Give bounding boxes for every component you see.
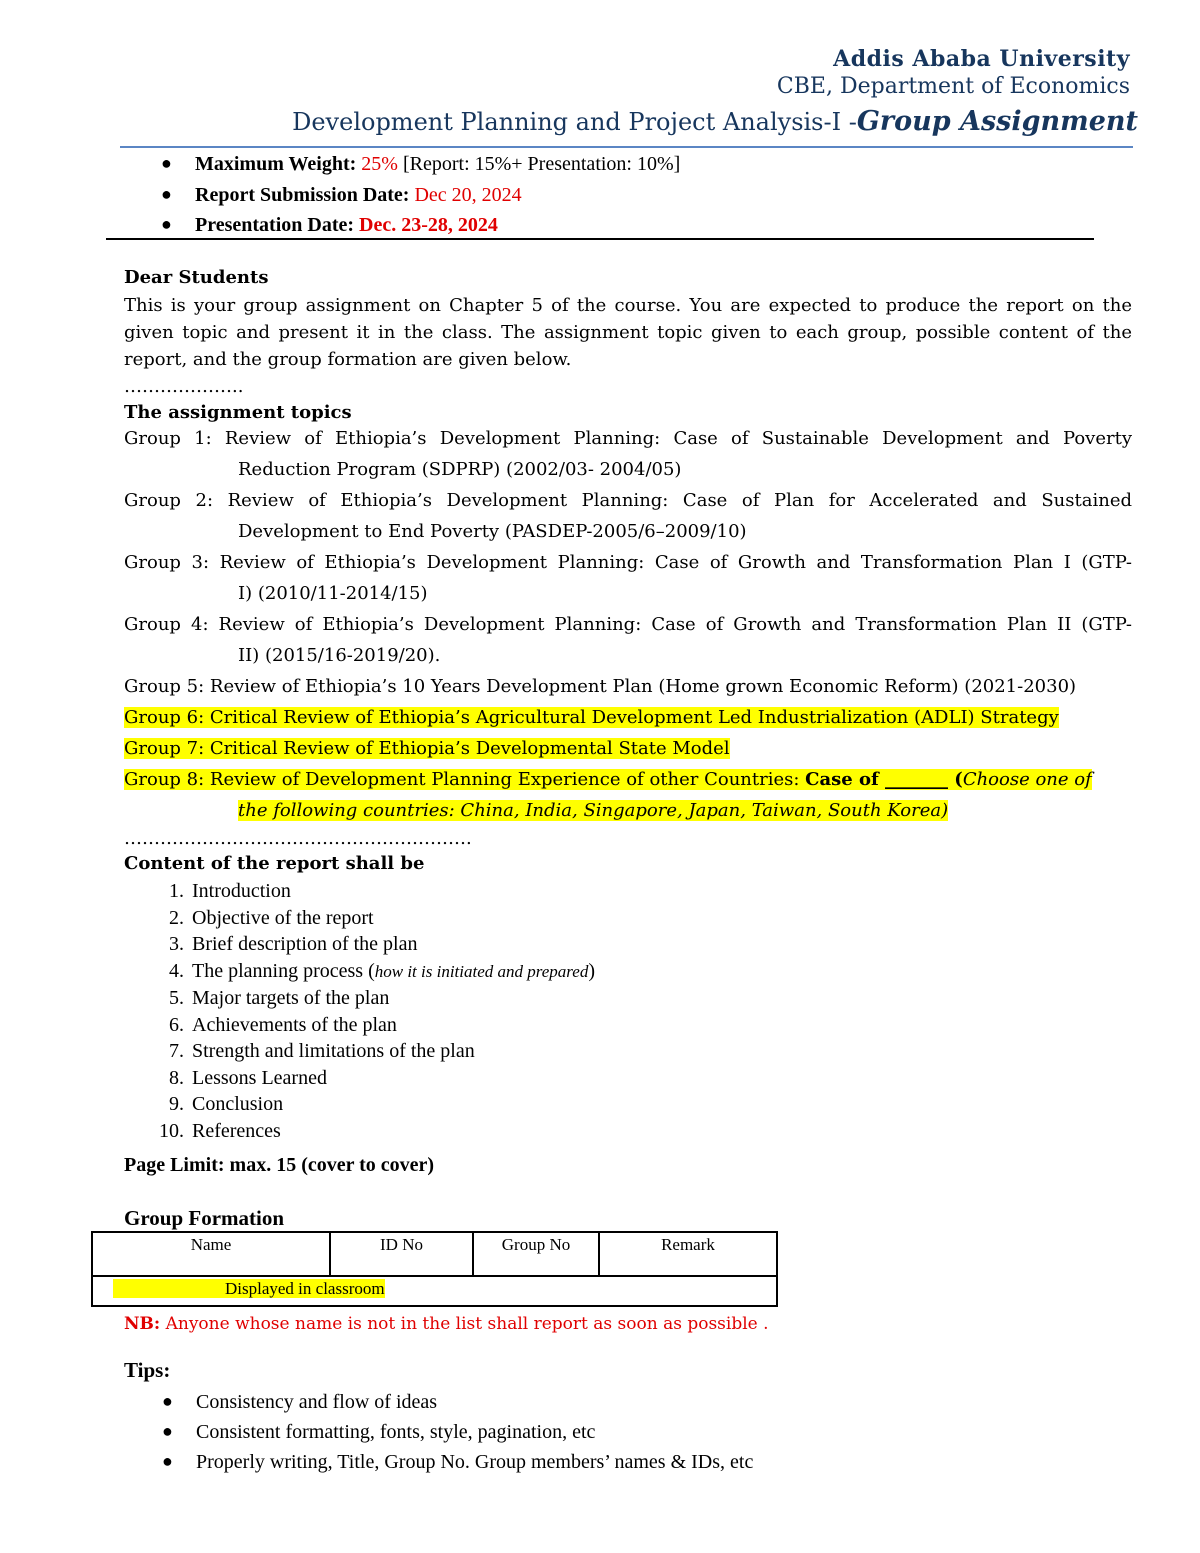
list-item: 10. References: [159, 1119, 281, 1142]
list-item: 3. Brief description of the plan: [169, 933, 418, 955]
list-item: ● Properly writing, Title, Group No. Group members’ names & IDs, etc: [162, 1451, 754, 1473]
dots-separator-2: ………………………………………………….: [124, 828, 472, 849]
list-item: 8. Lessons Learned: [169, 1066, 327, 1089]
course-title: [292, 106, 1138, 137]
intro-paragraph: This is your group assignment on Chapter 5 of the course. You are expected to produce the report on the given topic and present it in the class. The assignment topic given to each group, possible content of the report, and the group formation are given below.: [124, 295, 1132, 370]
col-group: Group No: [473, 1232, 599, 1276]
list-item: 1. Introduction: [169, 880, 291, 902]
formation-note: Displayed in classroom: [113, 1279, 385, 1298]
list-item: 2. Objective of the report: [169, 906, 374, 929]
dots-separator: ………………..: [124, 376, 244, 397]
topic-g5: Group 5: Review of Ethiopia’s 10 Years Development Plan (Home grown Economic Reform) (2021-2030): [124, 676, 1077, 697]
list-item: ● Consistent formatting, fonts, style, pagination, etc: [162, 1421, 596, 1443]
topics-heading: The assignment topics: [124, 402, 352, 423]
greeting: Dear Students: [124, 267, 269, 288]
header-rule: [120, 146, 1133, 148]
presentation-line: ● Presentation Date: Dec. 23-28, 2024: [161, 214, 498, 236]
list-item: 7. Strength and limitations of the plan: [169, 1040, 475, 1062]
topic-g7: Group 7: Critical Review of Ethiopia’s Developmental State Model: [124, 738, 730, 759]
content-list: [150, 878, 595, 1144]
tips-heading: Tips:: [124, 1358, 171, 1382]
content-heading: Content of the report shall be: [124, 853, 425, 874]
topic-g2: Group 2: Review of Ethiopia’s Development Planning: Case of Plan for Accelerated and Sustained: [124, 490, 1132, 511]
topics-list: Group 1: Review of Ethiopia’s Development Planning: Case of Sustainable Development and Poverty Reduction Program (SDPRP) (2002/03- 2004/05) Group 2: Review of Ethiopia’s Development Planning: Case of Plan for Accelerated and Sustained Development to End Poverty (PASDEP-2005/6–2009/10) Group 3: Review of Ethiopia’s Development Planning: Case of Growth and Transformation Plan I (GTP- I) (2010/11-2014/15) Group 4: Review of Ethiopia’s Development Planning: Case of Growth and Transformation Plan II (GTP- II) (2015/16-2019/20). Group 5: Review of Ethiopia’s 10 Years Development Plan (Home grown Economic Reform) (2021-2030) Group 6: Critical Review of Ethiopia’s Agricultural Development Led Industrialization (ADLI) Strategy Group 7: Critical Review of Ethiopia’s Developmental State Model Group 8: Review of Development Planning Experience of other Countries: Case of _______ (Choose one of the following countries: China, India, Singapore, Japan, Taiwan, South Korea): [124, 423, 1132, 826]
submission-line: ● Report Submission Date: Dec 20, 2024: [161, 184, 522, 206]
formation-table: [91, 1231, 778, 1307]
nb-note: NB: Anyone whose name is not in the list shall report as soon as possible .: [124, 1314, 769, 1334]
weight-line: ● Maximum Weight: 25% [Report: 15%+ Presentation: 10%]: [161, 153, 681, 175]
department-name: CBE, Department of Economics: [776, 74, 1130, 99]
topic-g3: Group 3: Review of Ethiopia’s Development Planning: Case of Growth and Transformation Plan I (GTP-: [124, 552, 1132, 573]
list-item: 6. Achievements of the plan: [169, 1013, 397, 1036]
col-id: ID No: [330, 1232, 473, 1276]
topic-g1: Group 1: Review of Ethiopia’s Development Planning: Case of Sustainable Development and Poverty: [124, 428, 1132, 449]
university-name: Addis Ababa University: [833, 46, 1130, 72]
col-name: Name: [92, 1232, 330, 1276]
course-name: Development Planning and Project Analysis-I -: [292, 108, 857, 136]
topic-g8: Group 8: Review of Development Planning Experience of other Countries: Case of _______ (Choose one of: [124, 769, 1092, 790]
formation-heading: Group Formation: [124, 1206, 285, 1230]
assignment-label: Group Assignment: [856, 106, 1138, 137]
list-item: ● Consistency and flow of ideas: [162, 1391, 438, 1413]
page-limit: Page Limit: max. 15 (cover to cover): [124, 1154, 435, 1176]
formation-note-cell: [92, 1276, 777, 1306]
list-item: 9. Conclusion: [169, 1093, 284, 1115]
tips-list: [162, 1391, 754, 1481]
topic-g6: Group 6: Critical Review of Ethiopia’s Agricultural Development Led Industrialization (ADLI) Strategy: [124, 707, 1059, 728]
meta-rule: [106, 238, 1094, 240]
topic-g4: Group 4: Review of Ethiopia’s Development Planning: Case of Growth and Transformation Plan II (GTP-: [124, 614, 1132, 635]
col-remark: Remark: [599, 1232, 777, 1276]
list-item: 5. Major targets of the plan: [169, 987, 390, 1009]
list-item: 4. The planning process (how it is initiated and prepared): [169, 959, 596, 982]
